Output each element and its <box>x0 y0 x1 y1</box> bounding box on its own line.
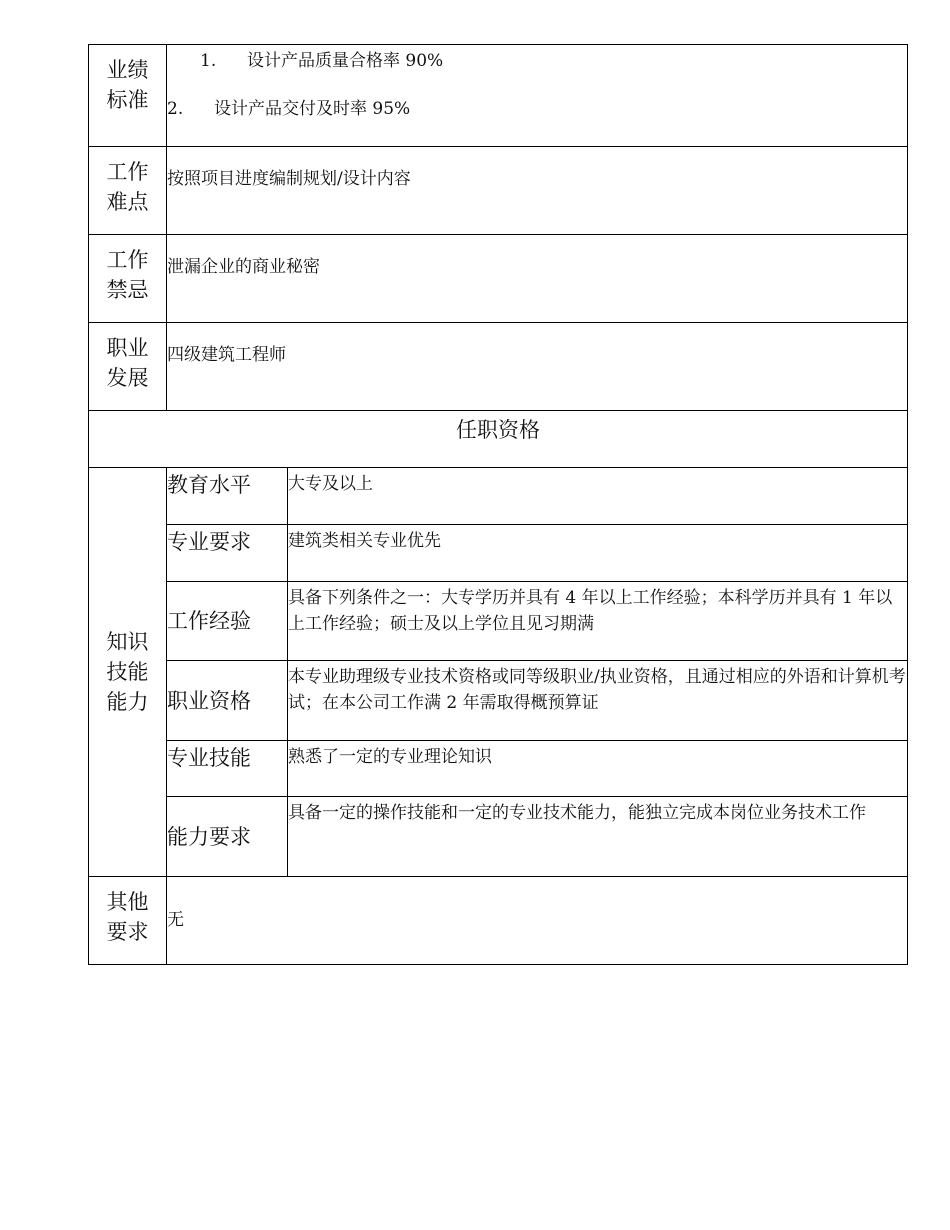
major-label: 专业要求 <box>167 525 288 582</box>
knowledge-group-label: 知识 技能 能力 <box>89 468 167 877</box>
career-row <box>89 323 908 411</box>
taboo-row <box>89 235 908 323</box>
education-label: 教育水平 <box>167 468 288 525</box>
experience-label: 工作经验 <box>167 582 288 661</box>
taboo-label: 工作 禁忌 <box>89 235 167 323</box>
job-description-table <box>88 44 908 965</box>
major-value: 建筑类相关专业优先 <box>288 525 908 582</box>
performance-content <box>167 45 908 147</box>
table-row <box>89 797 908 877</box>
ability-value: 具备一定的操作技能和一定的专业技术能力，能独立完成本岗位业务技术工作 <box>288 797 908 877</box>
performance-label: 业绩 标准 <box>89 45 167 147</box>
table-row <box>89 582 908 661</box>
table-row <box>89 468 908 525</box>
experience-value: 具备下列条件之一：大专学历并具有 4 年以上工作经验；本科学历并具有 1 年以上工作经验；硕士及以上学位且见习期满 <box>288 582 908 661</box>
difficulty-row <box>89 147 908 235</box>
list-item: 1. 设计产品质量合格率 90% <box>200 51 444 71</box>
table-row <box>89 525 908 582</box>
difficulty-value: 按照项目进度编制规划/设计内容 <box>167 147 908 235</box>
education-value: 大专及以上 <box>288 468 908 525</box>
section-title: 任职资格 <box>89 411 908 468</box>
qualifications-header-row <box>89 411 908 468</box>
table-row <box>89 741 908 797</box>
career-label: 职业 发展 <box>89 323 167 411</box>
other-label: 其他 要求 <box>89 877 167 965</box>
skills-value: 熟悉了一定的专业理论知识 <box>288 741 908 797</box>
skills-label: 专业技能 <box>167 741 288 797</box>
certification-value: 本专业助理级专业技术资格或同等级职业/执业资格，且通过相应的外语和计算机考试；在本公司工作满 2 年需取得概预算证 <box>288 661 908 741</box>
career-value: 四级建筑工程师 <box>167 323 908 411</box>
table-row <box>89 661 908 741</box>
performance-row <box>89 45 908 147</box>
ability-label: 能力要求 <box>167 797 288 877</box>
certification-label: 职业资格 <box>167 661 288 741</box>
difficulty-label: 工作 难点 <box>89 147 167 235</box>
other-value: 无 <box>167 877 908 965</box>
list-item: 2. 设计产品交付及时率 95% <box>167 99 411 119</box>
other-row <box>89 877 908 965</box>
taboo-value: 泄漏企业的商业秘密 <box>167 235 908 323</box>
